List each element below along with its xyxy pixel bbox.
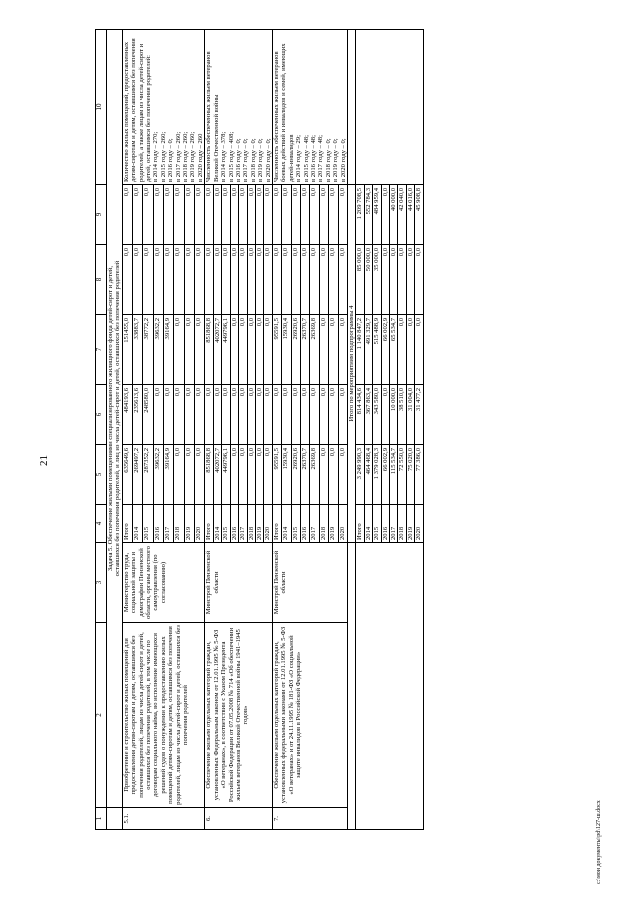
value-cell: 151455,0 [122,315,132,385]
totals-row [356,30,364,830]
executor: Минстрой Пензенской области [205,543,273,623]
value-cell: 0,0 [319,185,328,245]
rotated-table-container [95,30,615,830]
value-cell: 31 004,0 [406,385,414,445]
value-cell: 0,0 [239,445,247,505]
value-cell: 235613,6 [133,385,143,445]
value-cell: 26369,8 [310,315,319,385]
value-cell: 50 000,0 [364,245,372,315]
value-cell: 269497,2 [133,445,143,505]
value-cell: 0,0 [239,185,247,245]
value-cell: 0,0 [222,385,230,445]
value-cell: 0,0 [164,385,174,445]
value-cell: 0,0 [174,185,184,245]
totals-empty-cell [356,543,423,830]
value-cell: 0,0 [415,315,423,385]
value-cell: 0,0 [174,245,184,315]
value-cell: 0,0 [291,245,300,315]
program-table [95,29,424,830]
value-cell: 1 379 028,3 [373,445,381,505]
value-cell: 95591,5 [272,315,281,385]
value-cell: 65 534,7 [390,315,398,385]
value-cell: 0,0 [184,445,194,505]
value-cell: 0,0 [239,245,247,315]
year-cell: 2014 [282,505,291,543]
column-number: 1 [96,808,107,830]
year-cell: 2014 [213,505,221,543]
value-cell: 0,0 [319,385,328,445]
value-cell: 0,0 [272,385,281,445]
value-cell: 0,0 [143,185,153,245]
indicator-text: Численность обеспеченных жильем ветеранов боевых действий и инвалидов и семей, имеющих детей-инвалидов в 2014 году – 29; в 2015 году – 48; в 2016 году – 48; в 2017 году – 48; в 2018 году – 0; в 2019 году – 0; в 2020 году – 0; [272,30,347,185]
value-cell: 0,0 [301,185,310,245]
column-number: 8 [96,245,107,315]
value-cell: 0,0 [256,385,264,445]
year-cell: 2016 [381,505,389,543]
year-cell: Итого [356,505,364,543]
value-cell: 0,0 [329,315,338,385]
value-cell: 0,0 [194,385,204,445]
table-row [122,30,132,830]
value-cell: 0,0 [222,185,230,245]
year-cell: 2020 [415,505,423,543]
value-cell: 0,0 [398,315,406,385]
indicator-text: Количество жилых помещений, предоставленных детям-сиротам и детям, оставшимся без попечения родителей, а также лицам из числа детей-сирот и детей, оставшимся без попечения родителей: в 2014 году – 270; в 2015 году – 260; в 2016 году – 0; в 2017 году – 260; в 2018 году – 260; в 2019 году – 260; в 2020 году – 260 [122,30,204,185]
value-cell: 0,0 [310,245,319,315]
value-cell: 0,0 [143,245,153,315]
value-cell: 343 580,0 [373,385,381,445]
totals-empty-cell [348,30,356,185]
value-cell: 0,0 [153,185,163,245]
value-cell: 85 000,0 [356,245,364,315]
value-cell: 0,0 [338,245,347,315]
value-cell: 66 002,9 [381,445,389,505]
value-cell: 0,0 [282,185,291,245]
value-cell: 38 510,0 [398,385,406,445]
column-number: 10 [96,30,107,185]
value-cell: 0,0 [184,385,194,445]
value-cell: 38772,2 [143,315,153,385]
value-cell: 31 477,2 [415,385,423,445]
value-cell: 0,0 [264,445,272,505]
value-cell: 33883,7 [133,315,143,385]
value-cell: 0,0 [174,385,184,445]
value-cell: 0,0 [338,315,347,385]
value-cell: 0,0 [381,245,389,315]
value-cell: 851868,8 [205,445,213,505]
value-cell: 10 000,0 [390,385,398,445]
executor: Министерство труда, социальной защиты и демографии Пензенской области, органы местного самоуправления (по согласованию) [122,543,204,623]
value-cell: 0,0 [230,385,238,445]
year-cell: 2019 [184,505,194,543]
value-cell: 1 140 847,2 [356,315,364,385]
value-cell: 0,0 [239,385,247,445]
value-cell: 0,0 [319,445,328,505]
value-cell: 0,0 [319,315,328,385]
value-cell: 0,0 [194,245,204,315]
value-cell: 287352,2 [143,445,153,505]
value-cell: 0,0 [329,445,338,505]
value-cell: 0,0 [415,245,423,315]
value-cell: 0,0 [153,385,163,445]
value-cell: 491 329,7 [364,315,372,385]
value-cell: 0,0 [406,245,414,315]
table-row [272,30,281,830]
value-cell: 0,0 [390,245,398,315]
value-cell: 0,0 [174,315,184,385]
year-cell: 2016 [301,505,310,543]
value-cell: 402072,7 [213,445,221,505]
value-cell: 39632,2 [153,445,163,505]
value-cell: 77 386,0 [415,445,423,505]
column-number: 4 [96,505,107,543]
value-cell: 44 016,0 [406,185,414,245]
year-cell: 2019 [256,505,264,543]
value-cell: 449796,1 [222,445,230,505]
value-cell: 0,0 [329,245,338,315]
value-cell: 0,0 [264,385,272,445]
value-cell: 0,0 [122,185,132,245]
page-number: 21 [38,455,50,466]
year-cell: 2020 [338,505,347,543]
value-cell: 552 784,3 [364,185,372,245]
value-cell: 1 209 708,5 [356,185,364,245]
value-cell: 0,0 [310,185,319,245]
value-cell: 851868,8 [205,315,213,385]
year-cell: 2017 [164,505,174,543]
year-cell: 2019 [406,505,414,543]
value-cell: 66 002,9 [381,315,389,385]
value-cell: 72 550,0 [398,445,406,505]
value-cell: 0,0 [205,245,213,315]
value-cell: 0,0 [205,385,213,445]
totals-label: Итого по мероприятиям подпрограммы 4 [348,185,356,543]
value-cell: 515 488,9 [373,315,381,385]
year-cell: 2019 [329,505,338,543]
activity-name: Обеспечение жильем отдельных категорий граждан, установленных федеральными законами от 12.01.1995 № 5-ФЗ «О ветеранах» и от 24.11.1995 № 181-ФЗ «О социальной защите инвалидов в Российской Федерации» [272,623,347,808]
activity-name: Обеспечение жильем отдельных категорий граждан, установленных Федеральным законом от 12.01.1995 № 5-ФЗ «О ветеранах», в соответствии с Указом Президента Российской Федерации от 07.05.2008 № 714 «Об обеспечении жильем ветеранов Великой Отечественной войны 1941–1945 годов» [205,623,273,808]
value-cell: 0,0 [406,315,414,385]
row-number: 6. [205,808,273,830]
value-cell: 0,0 [247,445,255,505]
value-cell: 0,0 [213,245,221,315]
value-cell: 402072,7 [213,315,221,385]
value-cell: 0,0 [153,245,163,315]
value-cell: 0,0 [230,185,238,245]
value-cell: 0,0 [338,185,347,245]
value-cell: 26920,6 [291,445,300,505]
value-cell: 0,0 [194,315,204,385]
column-number: 9 [96,185,107,245]
value-cell: 0,0 [164,185,174,245]
value-cell: 0,0 [381,385,389,445]
year-cell: 2020 [194,505,204,543]
value-cell: 0,0 [319,245,328,315]
value-cell: 75 020,0 [406,445,414,505]
value-cell: 367 863,4 [364,385,372,445]
value-cell: 0,0 [282,245,291,315]
year-cell: 2016 [153,505,163,543]
value-cell: 15930,4 [282,315,291,385]
value-cell: 0,0 [291,185,300,245]
year-cell: 2014 [133,505,143,543]
year-cell: 2020 [264,505,272,543]
year-cell: Итого [205,505,213,543]
value-cell: 45 908,8 [415,185,423,245]
value-cell: 0,0 [230,315,238,385]
value-cell: 0,0 [184,245,194,315]
value-cell: 0,0 [329,185,338,245]
year-cell: 2015 [222,505,230,543]
value-cell: 26370,7 [301,445,310,505]
value-cell: 0,0 [247,185,255,245]
value-cell: 0,0 [247,385,255,445]
value-cell: 0,0 [247,315,255,385]
value-cell: 635649,6 [122,445,132,505]
value-cell: 0,0 [194,185,204,245]
column-number: 5 [96,445,107,505]
value-cell: 0,0 [247,245,255,315]
value-cell: 0,0 [301,385,310,445]
value-cell: 0,0 [264,245,272,315]
year-cell: 2017 [390,505,398,543]
value-cell: 0,0 [338,385,347,445]
year-cell: 2016 [230,505,238,543]
year-cell: 2015 [291,505,300,543]
value-cell: 0,0 [301,245,310,315]
value-cell: 0,0 [194,445,204,505]
year-cell: 2018 [247,505,255,543]
value-cell: 0,0 [122,245,132,315]
value-cell: 0,0 [398,245,406,315]
row-number: 5.1. [122,808,204,830]
value-cell: 0,0 [213,185,221,245]
year-cell: 2014 [364,505,372,543]
task-empty-cell [107,808,123,830]
value-cell: 814 434,6 [356,385,364,445]
indicator-text: Численность обеспеченных жильем ветеранов Великой Отечественной войны в 2014 году – 378; в 2015 году – 408; в 2016 году – 0; в 2017 году – 0; в 2018 году – 0; в 2019 году – 0; в 2020 году – 0; [205,30,273,185]
row-number: 7. [272,808,347,830]
totals-label-row [348,30,356,830]
value-cell: 0,0 [256,445,264,505]
value-cell: 0,0 [329,385,338,445]
value-cell: 449796,1 [222,315,230,385]
value-cell: 3 249 990,3 [356,445,364,505]
task-header-row [107,30,123,830]
value-cell: 0,0 [239,315,247,385]
column-number: 3 [96,543,107,623]
value-cell: 15930,4 [282,445,291,505]
column-header-row [96,30,107,830]
year-cell: 2017 [310,505,319,543]
footer-path: c:\мои документы\pd\127-ш.docx [596,800,602,884]
value-cell: 0,0 [272,245,281,315]
year-cell: 2018 [398,505,406,543]
value-cell: 0,0 [230,245,238,315]
year-cell: Итого [122,505,132,543]
value-cell: 39632,2 [153,315,163,385]
value-cell: 484 959,4 [373,185,381,245]
value-cell: 0,0 [256,315,264,385]
value-cell: 0,0 [222,245,230,315]
table-row [205,30,213,830]
value-cell: 0,0 [230,445,238,505]
value-cell: 248580,0 [143,385,153,445]
value-cell: 40 000,0 [390,185,398,245]
task-title: Задача 5. Обеспечение жилыми помещениями специализированного жилищного фонда детей-сирот и детей, оставшихся без попечения родителей, и лиц из числа детей-сирот и детей, оставшихся без попечения родителей [107,30,123,808]
value-cell: 0,0 [256,245,264,315]
value-cell: 26370,7 [301,315,310,385]
value-cell: 0,0 [205,185,213,245]
column-number: 7 [96,315,107,385]
value-cell: 39164,9 [164,315,174,385]
value-cell: 39164,9 [164,445,174,505]
value-cell: 35 000,0 [373,245,381,315]
value-cell: 0,0 [272,185,281,245]
year-cell: Итого [272,505,281,543]
value-cell: 42 040,0 [398,185,406,245]
value-cell: 26369,8 [310,445,319,505]
value-cell: 0,0 [291,385,300,445]
year-cell: 2018 [174,505,184,543]
value-cell: 115 534,7 [390,445,398,505]
year-cell: 2015 [143,505,153,543]
value-cell: 0,0 [164,245,174,315]
value-cell: 0,0 [381,185,389,245]
value-cell: 0,0 [184,315,194,385]
activity-name: Приобретение и строительство жилых помещений для предоставления детям-сиротам и детям, оставшимся без попечения родителей, лицам из числа детей-сирот и детей, оставшихся без попечения родителей, в том числе по договорам социального найма, во исполнение имеющихся решений судов о понуждении к предоставлению жилых помещений детям-сиротам и детям, оставшимся без попечения родителей, лицам из числа детей-сирот и детей, оставшихся без попечения родителей [122,623,204,808]
year-cell: 2017 [239,505,247,543]
value-cell: 0,0 [213,385,221,445]
totals-empty-cell [356,30,423,185]
value-cell: 464 468,4 [364,445,372,505]
value-cell: 0,0 [264,315,272,385]
column-number: 6 [96,385,107,445]
value-cell: 0,0 [310,385,319,445]
value-cell: 26920,6 [291,315,300,385]
value-cell: 484193,6 [122,385,132,445]
executor: Минстрой Пензенской области [272,543,347,623]
year-cell: 2018 [319,505,328,543]
value-cell: 0,0 [184,185,194,245]
value-cell: 0,0 [133,245,143,315]
year-cell: 2015 [373,505,381,543]
value-cell: 0,0 [338,445,347,505]
value-cell: 95591,5 [272,445,281,505]
totals-empty-cell [348,543,356,830]
value-cell: 0,0 [174,445,184,505]
value-cell: 0,0 [282,385,291,445]
value-cell: 0,0 [256,185,264,245]
value-cell: 0,0 [264,185,272,245]
value-cell: 0,0 [133,185,143,245]
column-number: 2 [96,623,107,808]
